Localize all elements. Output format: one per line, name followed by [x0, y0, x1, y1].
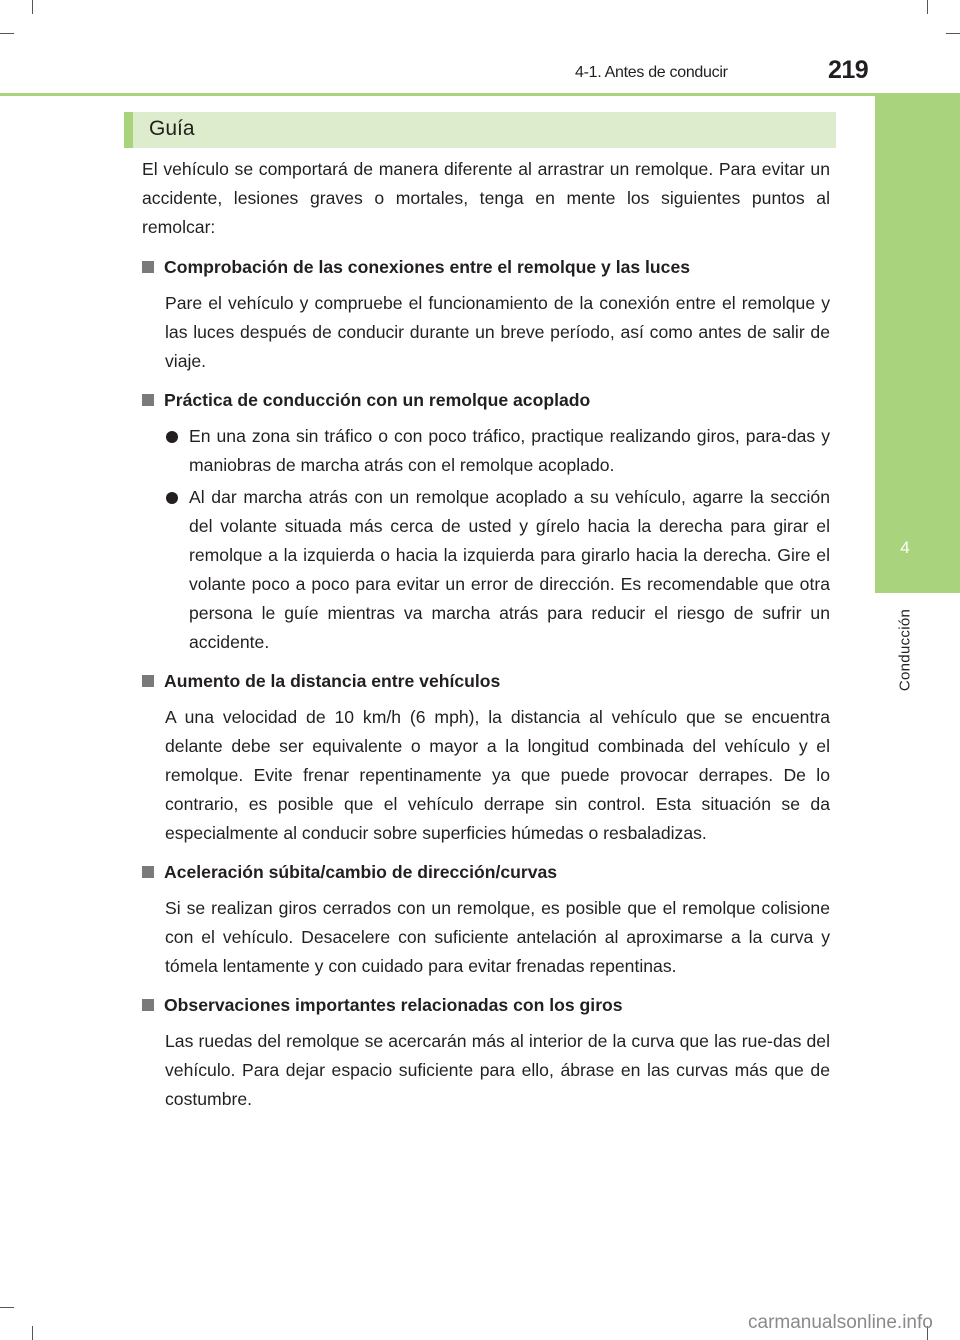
- guide-title: Guía: [149, 117, 195, 140]
- circle-bullet-icon: [166, 431, 178, 443]
- page-number: 219: [828, 56, 869, 84]
- section-body: Las ruedas del remolque se acercarán más al interior de la curva que las rue-das del vehículo. Para dejar espacio suficiente para ello, ábrase en las curvas más que de costumbre.: [165, 1031, 830, 1109]
- crop-mark: [32, 0, 33, 14]
- section-heading: Aumento de la distancia entre vehículos: [142, 667, 830, 696]
- crop-mark: [32, 1326, 33, 1340]
- chapter-number: 4: [900, 538, 910, 557]
- section-heading: Comprobación de las conexiones entre el remolque y las luces: [142, 253, 830, 282]
- bullet-list: [142, 422, 830, 657]
- square-bullet-icon: [142, 394, 154, 406]
- section-body: Pare el vehículo y compruebe el funcionamiento de la conexión entre el remolque y las luces después de conducir durante un breve período, así como antes de salir de viaje.: [165, 293, 830, 371]
- crop-mark: [0, 33, 14, 34]
- crop-mark: [927, 0, 928, 14]
- section-body: A una velocidad de 10 km/h (6 mph), la distancia al vehículo que se encuentra delante debe ser equivalente o mayor a la longitud combinada del vehículo y el remolque. Evite frenar repentinamente ya que puede provocar derrapes. De lo contrario, es posible que el vehículo derrape sin control. Esta situación se da especialmente al conducir sobre superficies húmedas o resbaladizas.: [165, 707, 830, 843]
- intro-paragraph: El vehículo se comportará de manera diferente al arrastrar un remolque. Para evitar un accidente, lesiones graves o mortales, tenga en mente los siguientes puntos al remolcar:: [142, 159, 830, 237]
- section-heading: Práctica de conducción con un remolque acoplado: [142, 386, 830, 415]
- section-body: Si se realizan giros cerrados con un remolque, es posible que el remolque colisione con el vehículo. Desacelere con suficiente antelación al aproximarse a la curva y tómela lentamente y con cuidado para evitar frenadas repentinas.: [165, 898, 830, 976]
- section-heading: Aceleración súbita/cambio de dirección/curvas: [142, 858, 830, 887]
- header-rule: [0, 93, 960, 96]
- circle-bullet-icon: [166, 492, 178, 504]
- chapter-divider: [875, 592, 960, 593]
- list-item: Al dar marcha atrás con un remolque acoplado a su vehículo, agarre la sección del volante situada más cerca de usted y gírelo hacia la derecha para girar el remolque a la izquierda o hacia la izquierda para girarlo hacia la derecha. Gire el volante poco a poco para evitar un error de dirección. Es recomendable que otra persona le guíe mientras va marcha atrás para reducir el riesgo de sufrir un accidente.: [142, 483, 830, 657]
- list-item: En una zona sin tráfico o con poco tráfico, practique realizando giros, para-das y maniobras de marcha atrás con el remolque acoplado.: [142, 422, 830, 480]
- chapter-tab: [875, 96, 960, 592]
- square-bullet-icon: [142, 675, 154, 687]
- guide-heading-box: [124, 112, 836, 148]
- square-bullet-icon: [142, 261, 154, 273]
- square-bullet-icon: [142, 866, 154, 878]
- crop-mark: [0, 1307, 14, 1308]
- section-header: 4-1. Antes de conducir: [575, 64, 728, 81]
- chapter-label: Conducción: [896, 608, 914, 692]
- watermark: carmanualsonline.info: [748, 1312, 933, 1333]
- square-bullet-icon: [142, 999, 154, 1011]
- page-content: [142, 155, 830, 1124]
- section-heading: Observaciones importantes relacionadas con los giros: [142, 991, 830, 1020]
- crop-mark: [946, 33, 960, 34]
